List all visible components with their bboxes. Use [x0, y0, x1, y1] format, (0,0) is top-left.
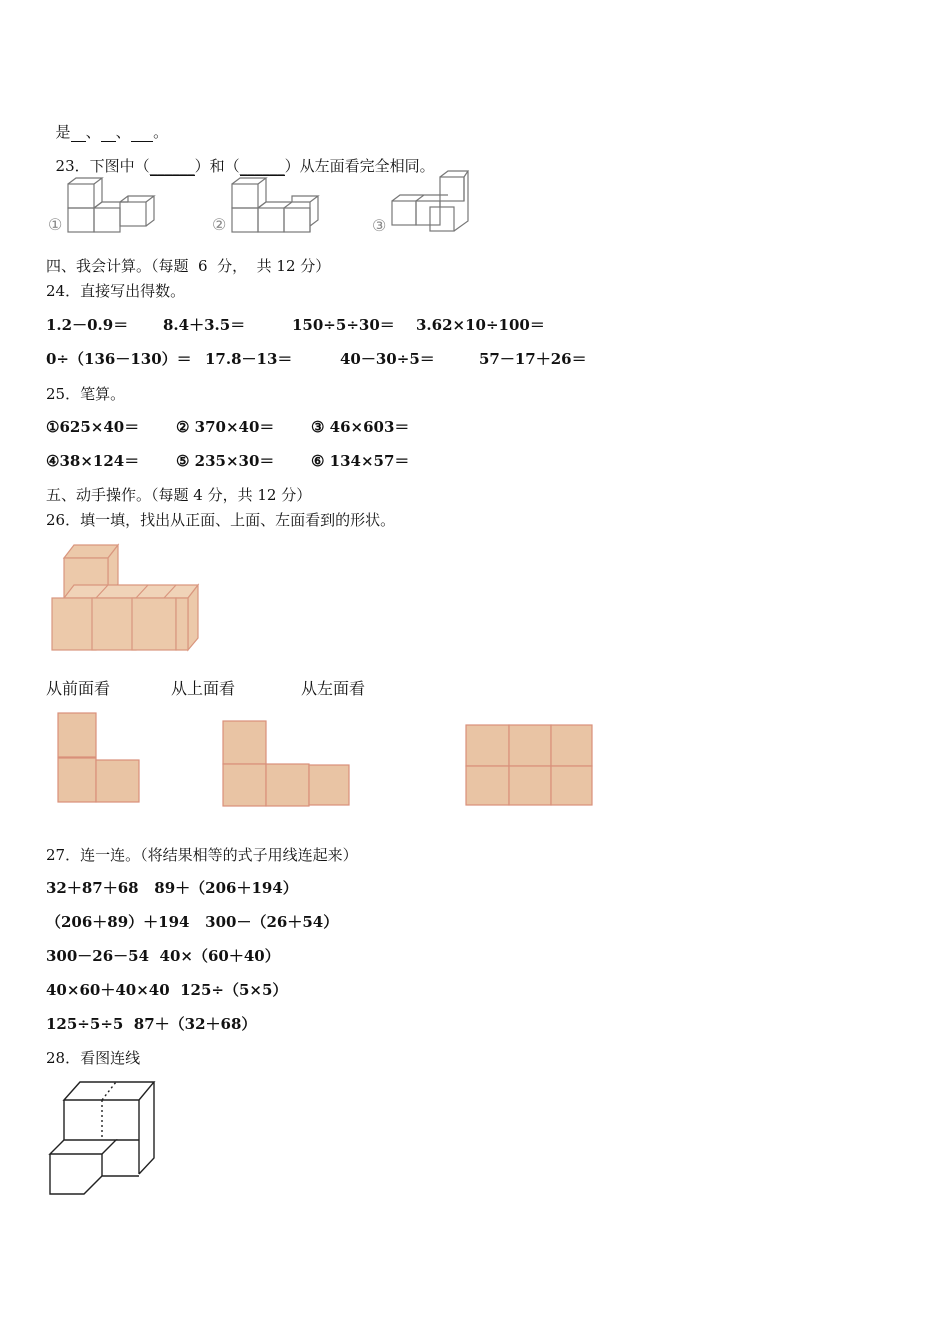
q27-pair: 32＋87＋68 89＋（206＋194） [46, 879, 298, 897]
q24-item: 8.4＋3.5＝ [163, 316, 246, 334]
q27-pair: （206＋89）＋194 300－（26＋54） [46, 913, 339, 931]
label-left-view: 从左面看 [301, 679, 366, 698]
q25-item: ⑥ 134×57＝ [311, 452, 410, 470]
label-front-view: 从前面看 [46, 679, 111, 698]
q23-blank-1[interactable]: ______ [149, 157, 195, 175]
question-24-title: 24．直接写出得数。 [46, 282, 186, 300]
q24-item: 150÷5÷30＝ [292, 316, 395, 334]
section-4-heading: 四、我会计算。（每题 6 分， 共 12 分） [46, 257, 331, 275]
question-26-title: 26．填一填，找出从正面、上面、左面看到的形状。 [46, 511, 396, 529]
q26-view-shape-2 [220, 718, 355, 810]
answer-line: 是 、 、 。 [55, 123, 169, 141]
q23-figure-1 [46, 170, 161, 235]
q27-pair: 300－26－54 40×（60＋40） [46, 947, 280, 965]
q28-block-figure [44, 1078, 160, 1198]
q27-pair: 125÷5÷5 87＋（32＋68） [46, 1015, 257, 1033]
q24-item: 0÷（136－130）＝ [46, 350, 192, 368]
q25-item: ①625×40＝ [46, 418, 140, 436]
q25-item: ③ 46×603＝ [311, 418, 410, 436]
q27-pair: 40×60＋40×40 125÷（5×5） [46, 981, 288, 999]
q23-figure-2 [210, 170, 325, 235]
question-25-title: 25．笔算。 [46, 385, 126, 403]
q25-item: ④38×124＝ [46, 452, 140, 470]
q25-item: ② 370×40＝ [176, 418, 275, 436]
q23-label-1: ① [48, 215, 63, 234]
q23-figure-3 [370, 165, 480, 237]
q24-item: 40－30÷5＝ [340, 350, 435, 368]
q23-label-2: ② [212, 215, 227, 234]
q24-item: 3.62×10÷100＝ [416, 316, 545, 334]
q24-item: 17.8－13＝ [205, 350, 293, 368]
q24-item: 57－17＋26＝ [479, 350, 587, 368]
q26-view-shape-3 [463, 722, 597, 808]
section-5-heading: 五、动手操作。（每题 4 分，共 12 分） [46, 486, 312, 504]
q23-label-3: ③ [372, 216, 387, 235]
q25-item: ⑤ 235×30＝ [176, 452, 275, 470]
question-27-title: 27．连一连。（将结果相等的式子用线连起来） [46, 846, 358, 864]
q24-item: 1.2－0.9＝ [46, 316, 129, 334]
q26-view-shape-1 [55, 710, 145, 806]
question-23-title: 23．下图中（______）和（______）从左面看完全相同。 [55, 157, 435, 175]
label-top-view: 从上面看 [171, 679, 236, 698]
question-28-title: 28．看图连线 [46, 1049, 141, 1067]
q23-blank-2[interactable]: ______ [239, 157, 285, 175]
q26-cube-stack [48, 540, 206, 656]
